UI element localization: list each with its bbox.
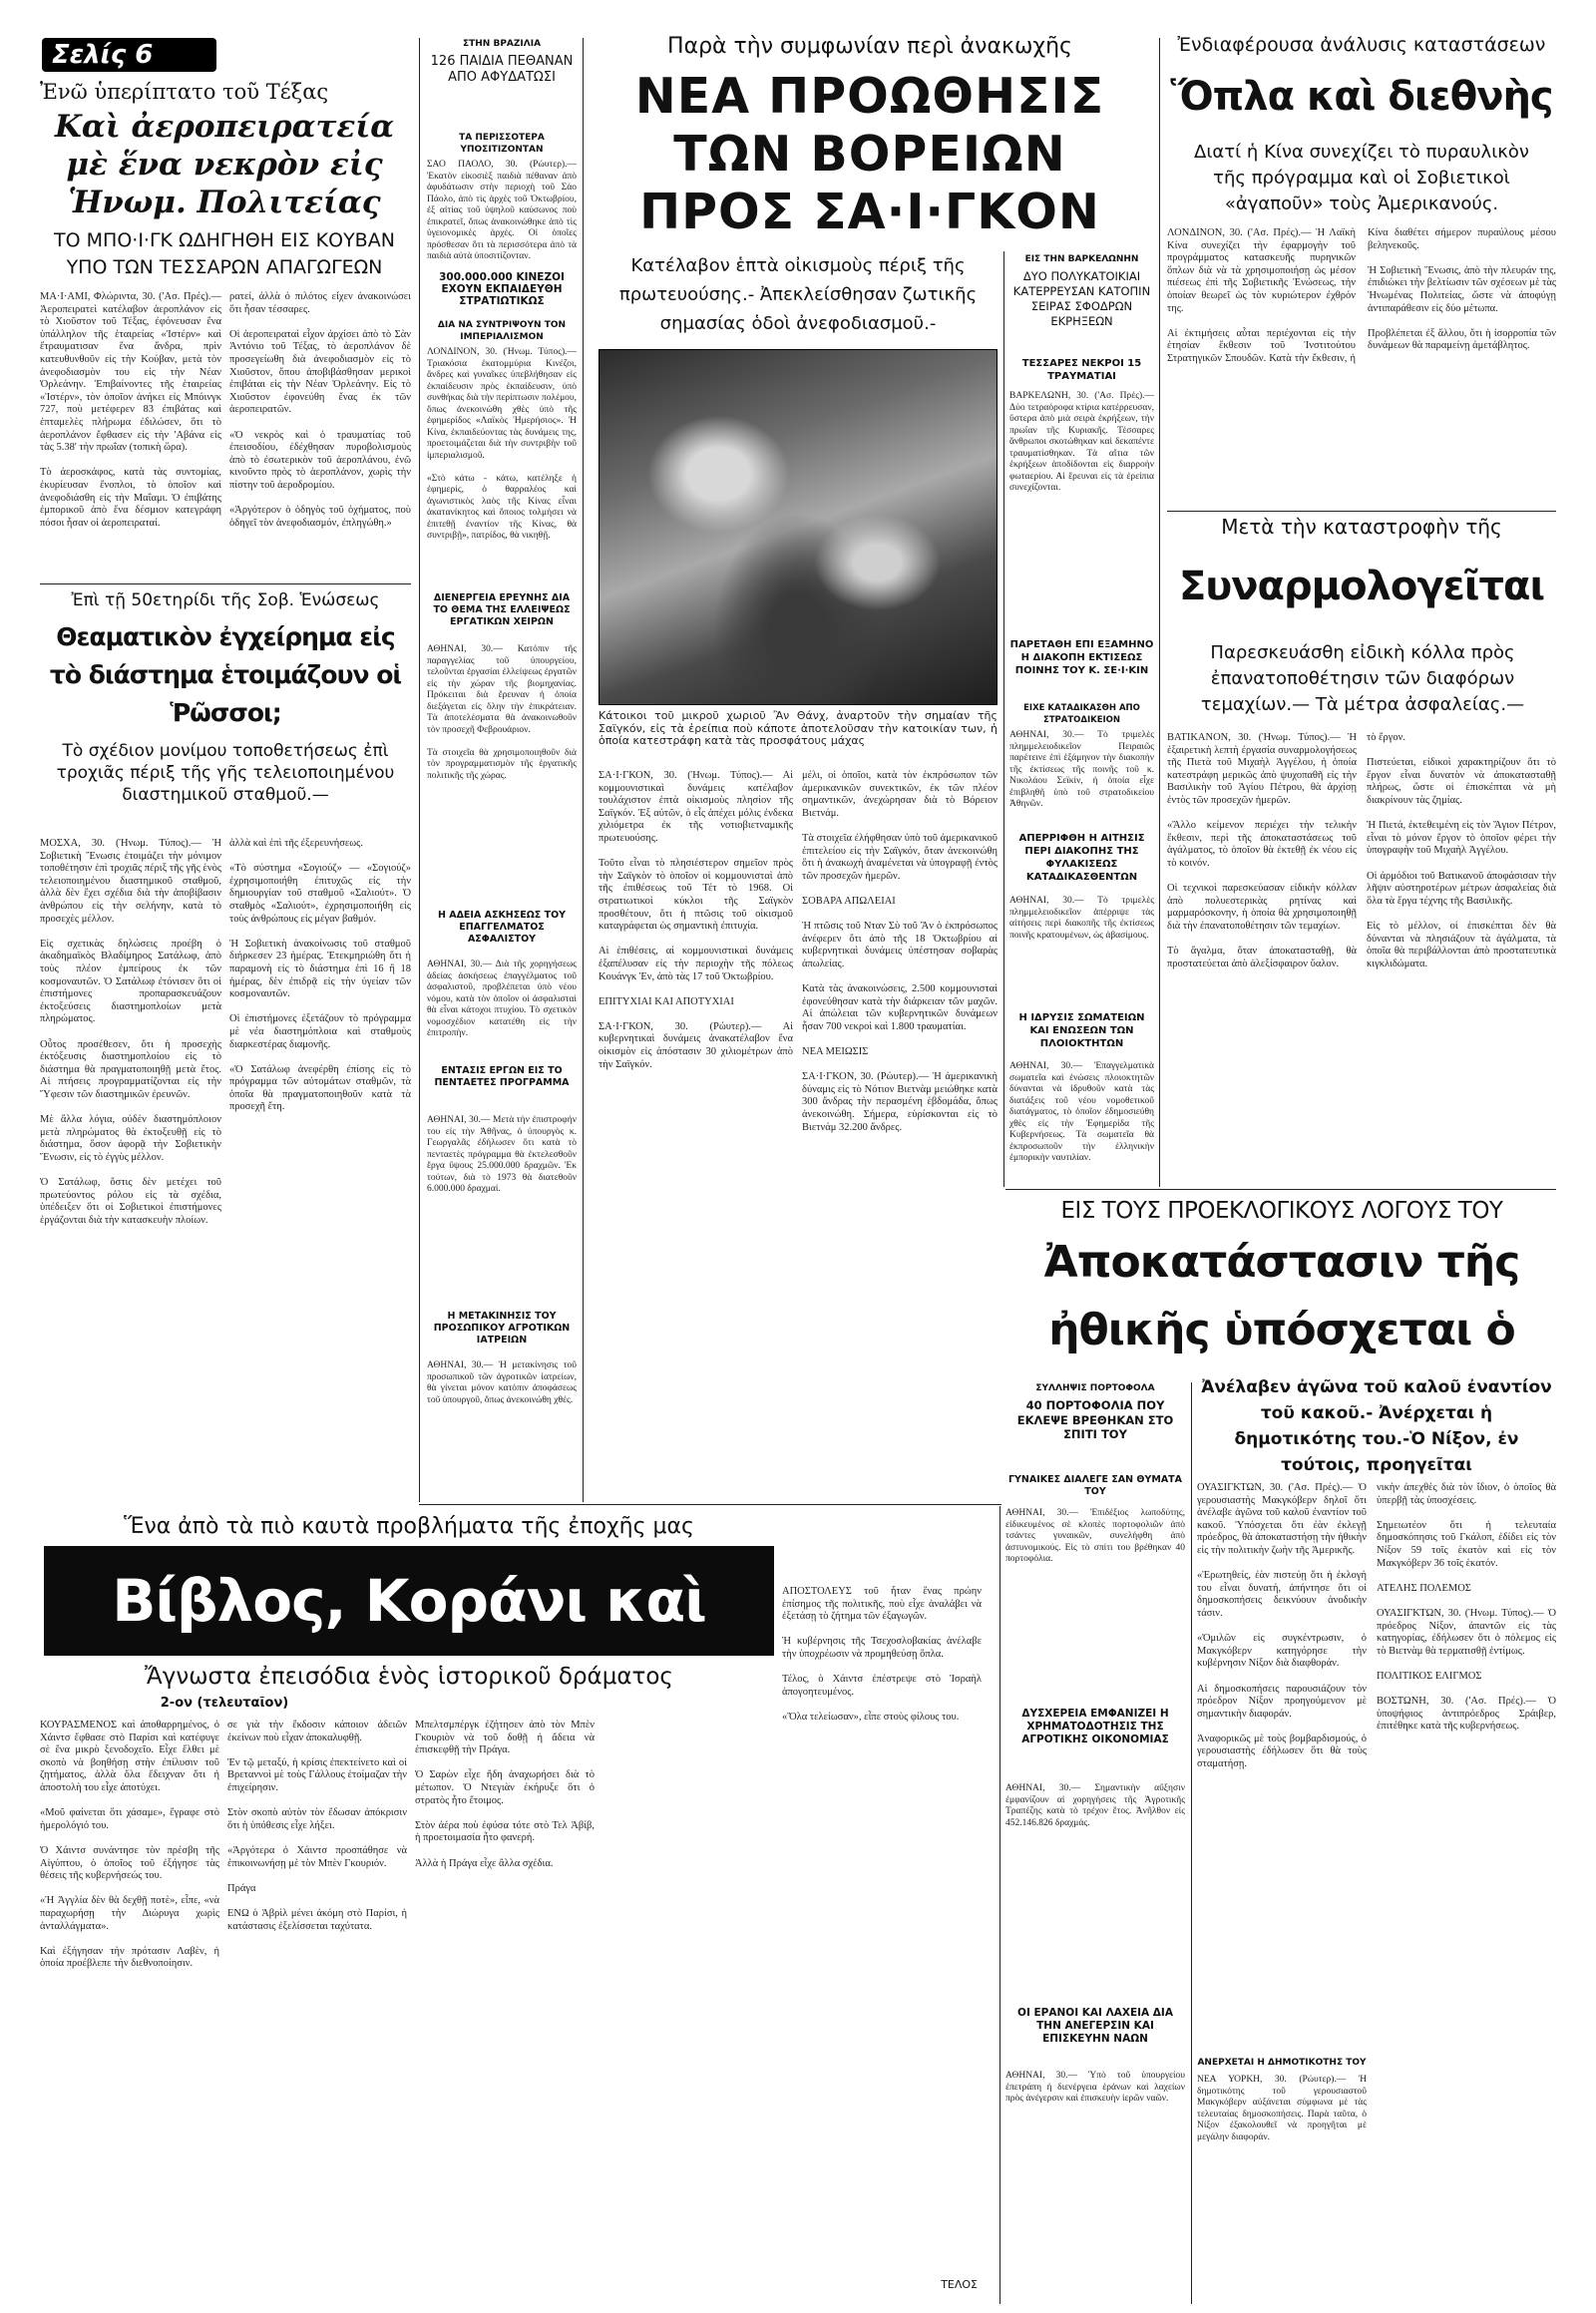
- bible-subhead: Ἄγνωστα ἐπεισόδια ἑνὸς ἱστορικοῦ δράματος: [145, 1664, 673, 1690]
- weapons-headline: Ὅπλα καὶ διεθνὴς: [1170, 74, 1553, 120]
- china-mil-subhead: ΔΙΑ ΝΑ ΣΥΝΤΡΙΨΟΥΝ ΤΟΝ ΙΜΠΕΡΙΑΛΙΣΜΟΝ: [437, 320, 567, 342]
- agri-econ-headline: ΔΥΣΧΕΡΕΙΑ ΕΜΦΑΝΙΖΕΙ Η ΧΡΗΜΑΤΟΔΟΤΗΣΙΣ ΤΗΣ ΑΓΡΟΤΙΚΗΣ ΟΙΚΟΝΟΜΙΑΣ: [1021, 1708, 1169, 1745]
- church-relief-text: ΑΘΗΝΑΙ, 30.— Ὑπὸ τοῦ ὑπουργείου ἐπετράπη ἡ διενέργεια ἐράνων καὶ λαχείων πρὸς ἀνέγερσιν καὶ ἐπισκευὴν ἱερῶν ναῶν.: [1005, 2071, 1185, 2104]
- pieta-subhead: Παρεσκευάσθη εἰδικὴ κόλλα πρὸς ἐπανατοποθέτησιν τῶν διαφόρων τεμαχίων.— Τὰ μέτρα ἀσφαλείας.—: [1200, 642, 1525, 715]
- bible-text-col2: σε γιὰ τὴν ἔκδοσιν κάποιον ἀδειῶν ἐκείνων ποὺ εἶχαν ἀποκαλυφθῇ. Ἐν τῷ μεταξύ, ἡ κρίσις ἐπεκτείνετο καὶ οἱ Βρεταννοὶ μὲ τοὺς Γάλλους ἑτοίμαζαν τὴν ἐπιχείρησιν. Στὸν σκοπὸ αὐτὸν τὸν ἔδωσαν ἀπόκρισιν ὅτι ἡ ὑπόθεσις εἶχε λήξει. «Ἀργότερα ὁ Χάιντσ προσπάθησε νὰ ἐπικοινωνήσῃ μὲ τὸν Μπὲν Γκουριόν. Πράγα ΕΝΩ ὁ Ἀβρὶλ μένει ἀκόμη στὸ Παρίσι, ἡ κατάστασις ἐξελίσσεται ταχύτατα.: [227, 1720, 407, 1932]
- vietnam-text-col1: ΣΑ·Ι·ΓΚΟΝ, 30. (Ἡνωμ. Τύπος).— Αἱ κομμουνιστικαὶ δυνάμεις κατέλαβον τουλάχιστον ἑπτὰ οἰκισμοὺς πλησίον τῆς Σαϊγκόν. Ἐξ αὐτῶν, ὁ εἷς ἀπέχει μόλις ἐνδεκα χιλιόμετρα ἐκ τῆς νοτιοβιετναμικῆς πρωτευούσης. Τοῦτο εἶναι τὸ πλησιέστερον σημεῖον πρὸς τὴν Σαϊγκὸν τὸ ὁποῖον οἱ κομμουνισταὶ ἀπὸ τῆς ἐπιθέσεως τοῦ Τέτ τὸ 1968. Οἱ στρατιωτικοὶ κύκλοι τῆς Σαϊγκὸν προσθέτουν, ὅτι ἡ πτῶσις τοῦ οἰκισμοῦ καταγράφεται ὡς σημαντικὴ ἐπιτυχία. Αἱ ἐπιθέσεις, αἱ κομμουνιστικαὶ δυνάμεις ἐξαπέλυσαν εἰς τὴν περιοχὴν τῆς πόλεως Κουάνγκ Ἐν, ἀπὸ τὰς 17 τοῦ Ὀκτωβρίου. ΕΠΙΤΥΧΙΑΙ ΚΑΙ ΑΠΟΤΥΧΙΑΙ ΣΑ·Ι·ΓΚΟΝ, 30. (Ρώυτερ).— Αἱ κυβερνητικαὶ δυνάμεις ἀνακατέλαβον ἕνα οἰκισμὸν εἰς ἀπόστασιν 30 χιλιομέτρων ἀπὸ τὴν Σαϊγκόν.: [598, 770, 793, 1070]
- prisoners-text: ΑΘΗΝΑΙ, 30.— Τὸ τριμελὲς πλημμελειοδικεῖον ἀπέρριψε τὰς αἰτήσεις περὶ διακοπῆς τῆς ἐκτίσεως ποινῆς κρατουμένων, ὡς ἀβασίμους.: [1009, 896, 1154, 941]
- china-mil-text: ΛΟΝΔΙΝΟΝ, 30. (Ἡνωμ. Τύπος).— Τριακόσια ἑκατομμύρια Κινέζοι, ἄνδρες καὶ γυναῖκες ὑπεβλήθησαν εἰς ἐκπαίδευσιν πρὸς ἐκπαίδευσιν, ὑπὸ συνθήκας διὰ τὴν περίπτωσιν πολέμου, ὅπως ἀνεκοινώθη χθὲς ὑπὸ τῆς ἐφημερίδος «Λαϊκὸς Ἡμερήσιος». Ἡ Κίνα, ἐκπαιδεύοντας τὰς δυνάμεις της, προετοιμάζεται διὰ τὴν συντριβὴν τοῦ ἰμπεριαλισμοῦ. «Στὸ κάτω - κάτω, κατέληξε ἡ ἐφημερίς, ὁ θαρραλέος καὶ ἀγωνιστικὸς λαὸς τῆς Κίνας εἶναι ἀκατανίκητος καὶ ὅποιος τολμήσει νὰ ἐπιτεθῇ ἐναντίον τῆς Κίνας, θὰ συντριβῇ», πατρίδος, θὰ νικηθῇ.: [427, 347, 577, 541]
- portfolios-headline: 40 ΠΟΡΤΟΦΟΛΙΑ ΠΟΥ ΕΚΛΕΨΕ ΒΡΕΘΗΚΑΝ ΣΤΟ ΣΠΙΤΙ ΤΟΥ: [1016, 1398, 1174, 1441]
- brazil-subhead: ΤΑ ΠΕΡΙΣΣΟΤΕΡΑ ΥΠΟΣΙΤΙΖΟΝΤΑΝ: [459, 133, 545, 155]
- permit-headline: Η ΑΔΕΙΑ ΑΣΚΗΣΕΩΣ ΤΟΥ ΕΠΑΓΓΕΛΜΑΤΟΣ ΑΣΦΑΛΙΣΤΟΥ: [437, 910, 567, 945]
- seikin-text: ΑΘΗΝΑΙ, 30.— Τὸ τριμελὲς πλημμελειοδικεῖον Πειραιῶς παρέτεινε ἐπὶ ἑξάμηνον τὴν διακοπὴν τῆς ἐκτίσεως τῆς ποινῆς τοῦ κ. Νικολάου Σεϊκίν, ἡ ὁποία εἶχε ἐπιβληθῆ ὑπὸ τοῦ στρατοδικείου Ἀθηνῶν.: [1009, 730, 1154, 809]
- pieta-kicker: Μετὰ τὴν καταστροφὴν τῆς: [1221, 515, 1502, 539]
- bible-headline: Βίβλος, Κοράνι καὶ: [112, 1567, 706, 1635]
- weapons-kicker: Ἐνδιαφέρουσα ἀνάλυσις καταστάσεων: [1177, 34, 1546, 56]
- doctors-text: ΑΘΗΝΑΙ, 30.— Ἡ μετακίνησις τοῦ προσωπικοῦ τῶν ἀγροτικῶν ἰατρείων, θὰ γίνεται μόνον κατόπιν ἀποφάσεως τοῦ ὑπουργοῦ, ὅπως ἀνεκοινώθη χθές.: [427, 1360, 577, 1405]
- barcelona-subhead: ΤΕΣΣΑΡΕΣ ΝΕΚΡΟΙ 15 ΤΡΑΥΜΑΤΙΑΙ: [1021, 358, 1142, 382]
- page-number-tag: Σελίς 6: [42, 38, 216, 72]
- vietnam-photo-caption: Κάτοικοι τοῦ μικροῦ χωριοῦ Ἂν Θάνχ, ἀναρτοῦν τὴν σημαίαν τῆς Σαϊγκόν, εἰς τὰ ἐρείπια ποὺ κάποτε ἀποτελοῦσαν τὴν κατοικίαν των, ἡ ὁποία κατεστράφη κατὰ τὰς προσφάτους μάχας: [598, 710, 998, 747]
- vietnam-text-col2: μέλι, οἱ ὁποῖοι, κατὰ τὸν ἐκπρόσωπον τῶν ἀμερικανικῶν συνεκτικῶν, ἐκ τῶν πλέον σημαντικῶν, ἀνεχώρησαν διὰ τὸ Βόρειον Βιετνάμ. Τὰ στοιχεῖα ἐλήφθησαν ὑπὸ τοῦ ἀμερικανικοῦ ἐπιτελείου εἰς τὴν Σαϊγκόν, ὅταν ἀνεκοινώθη ὅτι ἡ ἀνακωχὴ ἀναμένεται νὰ ὑπογραφῇ ἐντὸς τῶν προσεχῶν ἡμερῶν. ΣΟΒΑΡΑ ΑΠΩΛΕΙΑΙ Ἡ πτῶσις τοῦ Νταν Σὺ τοῦ Ἂν ὁ ἐκπρόσωπος ἀνέφερεν ὅτι ἀπὸ τῆς 18 Ὀκτωβρίου αἱ κυβερνητικαὶ δυνάμεις ὑπέστησαν σοβαρὰς ἀπωλείας. Κατὰ τὰς ἀνακοινώσεις, 2.500 κομμουνισταὶ ἐφονεύθησαν κατὰ τὴν διάρκειαν τῶν μαχῶν. Αἱ ἀπώλειαι τῶν κυβερνητικῶν δυνάμεων ἦσαν 700 νεκροὶ καὶ 1.800 τραυματίαι. ΝΕΑ ΜΕΙΩΣΙΣ ΣΑ·Ι·ΓΚΟΝ, 30. (Ρώυτερ).— Ἡ ἀμερικανικὴ δύναμις εἰς τὸ Νότιον Βιετνὰμ μειώθηκε κατὰ 300 ἄνδρας τὴν περασμένη ἑβδομάδα, ὅπως ἀνεκοινώθη. Σήμερα, εὑρίσκονται εἰς τὸ Βιετνάμ 32.200 ἄνδρες.: [802, 770, 998, 1133]
- tejas-text-col1: ΜΑ·Ι·ΑΜΙ, Φλώριντα, 30. ('Ασ. Πρές).— Ἀεροπειρατεὶ κατέλαβον ἀεροπλάνον εἰς τὸ Χιοῦστον τοῦ Τέξας, ἐφόνευσαν ἕνα ὑπάλληλον τῆς ἑταιρείας «Ἰστέρν» καὶ ἔτραυματισαν ἕνα ἄνδρα, πρὶν κατευθυνθοῦν εἰς τὴν Κούβαν, μετὰ τὸν ἀνεφοδιασμὸν του εἰς τὴν Νέαν Ὀρλεάνην. Ἐπιβαίνοντες τῆς ἑταιρείας «Ἰστέρν», τὸν ὁποῖον ἀνήκει εἰς Μπόινγκ 727, ποὺ μετέφερεν 83 ἐπιβάτας καὶ ἐπταμελὲς πλήρωμα ἐδιλώσεν, ὅτι τὸ ἀεροπλάνον ἔφθασεν εἰς τὴν 'Αβάνα εἰς τὰς 5.38' τὴν πρωΐαν (τοπικὴ ὥρα). Τὸ ἀεροσκάφος, κατὰ τὰς συντομίας, ἐκυρίευσαν ἔνοπλοι, τὸ ὁποῖον καὶ ἀνεφοδιάσθη εἰς τὴν Μαΐαμι. Ὁ ἐπιβάτης ἐμπορικοῦ ἀπὸ ἕνα δέσμιον κατεγράφη πόσοι ἦσαν οἱ ἀεροπειραταί.: [40, 291, 221, 529]
- tejas-text-col2: ρατεί, ἀλλὰ ὁ πιλότος εἶχεν ἀνακοινώσει ὅτι ἦσαν τέσσαρες. Οἱ ἀεροπειραταὶ εἶχον ἀρχίσει ἀπὸ τὸ Σὰν Ἀντόνιο τοῦ Τέξας, τὸ ἀεροπλάνον δὲ προσεγείωθη διὰ ἀνεφοδιασμὸν εἰς τὸ Χιοῦστον, ὅπου ἀποβιβάσθησαν μερικοὶ ἐπιβάται εἰς τὴν Νέαν Ὀρλεάνην. Εἰς τὸ Χιοῦστον ἐφονεύθη ἔνας ἐκ τῶν ἀεροπειρατῶν. «Ὁ νεκρὸς καὶ ὁ τραυματίας τοῦ ἐπεισοδίου, ἐδέχθησαν πυροβολισμοὺς ἀπὸ τὸ ἐσωτερικὸν τοῦ ἀεροπλάνου, ἐνῶ κινοῦντο πρὸς τὸ ἀεροπλάνον, χωρὶς τὴν πίστην τοῦ ἀεροδρομίου. «Ἀργότερον ὁ ὁδηγὸς τοῦ ὀχήματος, ποὺ ὁδηγεῖ τὸν ἀνεφοδιασμόν, ἐπληγώθη.»: [229, 291, 411, 529]
- bible-kicker: Ἕνα ἀπὸ τὰ πιὸ καυτὰ προβλήματα τῆς ἐποχῆς μας: [124, 1514, 694, 1539]
- pieta-headline: Συναρμολογεῖται: [1178, 564, 1545, 609]
- tejas-kicker: Ἐνῶ ὑπερίπτατο τοῦ Τέξας: [40, 80, 329, 104]
- portfolios-subhead: ΓΥΝΑΙΚΕΣ ΔΙΑΛΕΓΕ ΣΑΝ ΘΥΜΑΤΑ ΤΟΥ: [1007, 1474, 1183, 1497]
- bible-text-col4: ΑΠΟΣΤΟΛΕΥΣ τοῦ ἦταν ἕνας πρώην ἐπίσημος τῆς πολιτικῆς, ποὺ εἶχε ἀναλάβει νὰ ἐξετάσῃ τὸ ζήτημα τῶν ἐξαγωγῶν. Ἡ κυβέρνησις τῆς Τσεχοσλοβακίας ἀνέλαβε τὴν ὑποχρέωσιν νὰ προμηθεύσῃ ὅπλα. Τέλος, ὁ Χάιντσ ἐπέστρεψε στὸ Ἰσραὴλ ἀπογοητευμένος. «Ὅλα τελείωσαν», εἶπε στοὺς φίλους του.: [782, 1586, 982, 1723]
- research-text: ΑΘΗΝΑΙ, 30.— Κατόπιν τῆς παραγγελίας τοῦ ὑπουργείου, τελοῦνται ἐργασίαι ἐλλείψεως ἐργατῶν εἰς τὴν χώραν τῆς βιομηχανίας. Πρόκειται διὰ ἔρευναν ἡ ὁποία διεξάγεται εἰς ὅλην τὴν ἐπικράτειαν. Τὰ ἀποτελέσματα θὰ ἀνακοινωθοῦν τὸν προσεχῆ Φεβρουάριον. Τὰ στοιχεῖα θὰ χρησιμοποιηθοῦν διὰ τὸν προγραμματισμὸν τῆς ἐργατικῆς πολιτικῆς τῆς χώρας.: [427, 644, 577, 781]
- church-relief-headline: ΟΙ ΕΡΑΝΟΙ ΚΑΙ ΛΑΧΕΙΑ ΔΙΑ ΤΗΝ ΑΝΕΓΕΡΣΙΝ ΚΑΙ ΕΠΙΣΚΕΥΗΝ ΝΑΩΝ: [1017, 2007, 1173, 2045]
- foundation-text: ΑΘΗΝΑΙ, 30.— Ἐπαγγελματικὰ σωματεῖα καὶ ἑνώσεις πλοιοκτητῶν δύνανται νὰ ἱδρυθοῦν κατὰ τὰς διατάξεις τοῦ νέου νομοθετικοῦ διατάγματος, τὸ ὁποῖον ἐδημοσιεύθη χθὲς εἰς τὴν Ἐφημερίδα τῆς Κυβερνήσεως. Τὰ σωματεῖα θὰ ἐκπροσωποῦν τὴν ἑλληνικὴν ἐμπορικὴν ναυτιλίαν.: [1009, 1061, 1154, 1163]
- bible-end-mark: ΤΕΛΟΣ: [941, 2278, 978, 2291]
- soviet-headline: Θεαματικὸν ἐγχείρημα εἰς τὸ διάστημα ἑτοιμάζουν οἱ Ῥῶσσοι;: [49, 622, 402, 727]
- soviet-text-col1: ΜΟΣΧΑ, 30. (Ἡνωμ. Τύπος).— Ἡ Σοβιετικὴ Ἕνωσις ἑτοιμάζει τὴν μόνιμον τοποθέτησιν ἐπὶ τροχιᾶς πέριξ τῆς γῆς ἑνὸς τελειοποιημένου διαστημικοῦ σταθμοῦ, ἀλλὰ δὲν ἔχει σχέδια διὰ τὴν ἀποβίβασιν ἀνθρώπου εἰς τὴν σελήνην, κατὰ τὸ προσεχὲς μέλλον. Εἰς σχετικὰς δηλώσεις προέβη ὁ ἀκαδημαϊκὸς Βλαδίμηρος Σατάλωφ, ἀπὸ τοὺς πλέον ἐμπείρους ἐκ τῶν κοσμοναυτῶν. Ὁ Σατάλωφ ἐτόνισεν ὅτι οἱ ἐπιστήμονες προπαρασκευάζουν ἐκτοξεύσεις διαστημοπλοίων μετὰ πληρώματος. Οὗτος προσέθεσεν, ὅτι ἡ προσεχὴς ἐκτόξευσις διαστημοπλοίου εἰς τὸ διάστημα θὰ πραγματοποιηθῇ μετὰ ἔτος. Αἱ πτήσεις προγραμματίζονται εἰς τὴν Ὕφεσιν τῶν διαστημικῶν ἐρευνῶν. Μὲ ἄλλα λόγια, οὐδὲν διαστημόπλοιον μετὰ πληρώματος θὰ ἐκτοξευθῇ εἰς τὸ διάστημα, ὅσον ἀφορᾷ τὴν Σοβιετικὴν Ἕνωσιν, εἰς τὸ ἐγγὺς μέλλον. Ὁ Σατάλωφ, ὅστις δὲν μετέχει τοῦ πρωτεύοντος ρόλου εἰς τὰ σχέδια, ὑπέδειξεν ὅτι οἱ Σοβιετικοὶ ἐπιστήμονες ἐργάζονται διὰ τὴν κατασκευὴν πλοίων.: [40, 838, 221, 1226]
- barcelona-kicker: ΕΙΣ ΤΗΝ ΒΑΡΚΕΛΩΝΗΝ: [1024, 254, 1139, 264]
- foundation-headline: Η ΙΔΡΥΣΙΣ ΣΩΜΑΤΕΙΩΝ ΚΑΙ ΕΝΩΣΕΩΝ ΤΩΝ ΠΛΟΙΟΚΤΗΤΩΝ: [1018, 1012, 1145, 1049]
- weapons-subhead: Διατί ἡ Κίνα συνεχίζει τὸ πυραυλικὸν τῆς πρόγραμμα καὶ οἱ Σοβιετικοὶ «ἀγαποῦν» τοὺς Ἀμερικανούς.: [1194, 142, 1529, 214]
- mcgovern-kicker: ΕΙΣ ΤΟΥΣ ΠΡΟΕΚΛΟΓΙΚΟΥΣ ΛΟΓΟΥΣ ΤΟΥ: [1060, 1198, 1503, 1224]
- weapons-text: ΛΟΝΔΙΝΟΝ, 30. ('Ασ. Πρές).— Ἡ Λαϊκὴ Κίνα συνεχίζει τὴν ἐφαρμογὴν τοῦ προγράμματος κατασκευῆς πυρηνικῶν ὅπλων διὰ νὰ τὰ χρησιμοποιήσῃ ὡς μέσον πιέσεως ἐπὶ τῆς Σοβιετικῆς Ἑνώσεως, τὴν ὁποίαν θεωρεῖ ὡς τὸν κυριώτερον ἐχθρόν της. Αἱ ἐκτιμήσεις αὗται περιέχονται εἰς τὴν ἐτησίαν ἔκθεσιν τοῦ Ἰνστιτούτου Στρατηγικῶν Σπουδῶν. Κατὰ τὴν ἔκθεσιν, ἡ Κίνα διαθέτει σήμερον πυραύλους μέσου βεληνεκοῦς. Ἡ Σοβιετικὴ Ἕνωσις, ἀπὸ τὴν πλευράν της, ἐπιδιώκει τὴν βελτίωσιν τῶν σχέσεων μὲ τὰς Ἡνωμένας Πολιτείας, ὥστε νὰ ἀποφύγῃ ἀντιπαράθεσιν εἰς δύο μέτωπα. Προβλέπεται ἐξ ἄλλου, ὅτι ἡ ἰσορροπία τῶν δυνάμεων θὰ παραμείνῃ ἀμετάβλητος.: [1167, 227, 1556, 364]
- bible-text-col1: ΚΟΥΡΑΣΜΕΝΟΣ καὶ ἀποθαρρημένος, ὁ Χάιντσ ἔφθασε στὸ Παρίσι καὶ κατέφυγε σὲ ἕνα μικρὸ ξενοδοχεῖο. Εἶχε ἔλθει μὲ σκοπὸ νὰ βοηθήσῃ στὴν ἐπίλυσιν τοῦ ζητήματος, ἀλλὰ ὅλα ἔδειχναν ὅτι ἡ ἀποστολὴ του εἶχε ἀποτύχει. «Μοῦ φαίνεται ὅτι χάσαμε», ἔγραφε στὸ ἡμερολόγιό του. Ὁ Χάιντσ συνάντησε τὸν πρέσβη τῆς Αἰγύπτου, ὁ ὁποῖος τοῦ ἐξήγησε τὰς θέσεις τῆς κυβερνήσεώς του. «Ἡ Ἀγγλία δὲν θὰ δεχθῇ ποτὲ», εἶπε, «νὰ παραχωρήσῃ τὴν Διώρυγα χωρὶς ἀνταλλάγματα». Καὶ ἐξήγησαν τὴν πρότασιν Λαβὲν, ἡ ὁποία προέβλεπε τὴν διεθνοποίησιν.: [40, 1720, 219, 1970]
- bible-series: 2-ον (τελευταῖον): [160, 1696, 289, 1711]
- agri-econ-text: ΑΘΗΝΑΙ, 30.— Σημαντικὴν αὔξησιν ἐμφανίζουν αἱ χορηγήσεις τῆς Ἀγροτικῆς Τραπέζης κατὰ τὸ τρέχον ἔτος. Ἀνῆλθον εἰς 452.146.826 δραχμάς.: [1005, 1783, 1185, 1828]
- vietnam-subhead: Κατέλαβον ἑπτὰ οἰκισμοὺς πέριξ τῆς πρωτευούσης.- Ἀπεκλείσθησαν ζωτικῆς σημασίας ὁδοὶ ἀνεφοδιασμοῦ.-: [618, 255, 978, 334]
- nixon-poll-kicker: ΑΝΕΡΧΕΤΑΙ Η ΔΗΜΟΤΙΚΟΤΗΣ ΤΟΥ: [1197, 2058, 1367, 2068]
- china-mil-headline: 300.000.000 ΚΙΝΕΖΟΙ ΕΧΟΥΝ ΕΚΠΑΙΔΕΥΘΗ ΣΤΡΑΤΙΩΤΙΚΩΣ: [439, 271, 565, 307]
- soviet-text-col2: ἀλλὰ καὶ ἐπὶ τῆς ἐξερευνήσεως. «Τὸ σύστημα «Σογιούζ» — «Σογιούζ» ἐχρησιμοποιήθη ἐπιτυχῶς εἰς τὴν δημιουργίαν τοῦ σταθμοῦ «Σαλιούτ». Ὁ σταθμὸς «Σαλιούτ», ἐχρησιμοποιήθη εἰς τοὺς ἀνθρώπους εἰς μέγαν βαθμόν. Ἡ Σοβιετικὴ ἀνακοίνωσις τοῦ σταθμοῦ διήρκεσεν 23 ἡμέρας. Ἐτεκμηριώθη ὅτι ἡ παραμονὴ εἰς τὸ διάστημα ἐπὶ 16 ἢ 18 ἡμέρας, δὲν ἐπιδρᾷ εἰς τὴν ὑγείαν τῶν κοσμοναυτῶν. Οἱ ἐπιστήμονες ἐξετάζουν τὸ πρόγραμμα μὲ νέα διαστημόπλοια καὶ σταθμοὺς διαρκεστέρας διαμονῆς. «Ὁ Σατάλωφ ἀνεφέρθη ἐπίσης εἰς τὸ πρόγραμμα τῶν αὐτομάτων σταθμῶν, τὰ ὁποῖα θὰ πραγματοποιηθοῦν κατὰ τὰ προσεχῆ ἔτη.: [229, 838, 411, 1113]
- portfolios-kicker: ΣΥΛΛΗΨΙΣ ΠΟΡΤΟΦΟΛΑ: [1035, 1383, 1155, 1393]
- seikin-headline: ΠΑΡΕΤΑΘΗ ΕΠΙ ΕΞΑΜΗΝΟ Η ΔΙΑΚΟΠΗ ΕΚΤΙΣΕΩΣ ΠΟΙΝΗΣ ΤΟΥ Κ. ΣΕ·Ι·ΚΙΝ: [1009, 639, 1154, 676]
- permit-text: ΑΘΗΝΑΙ, 30.— Διὰ τῆς χορηγήσεως ἀδείας ἀσκήσεως ἐπαγγέλματος τοῦ ἀσφαλιστοῦ, προβλέπεται ὑπὸ νέου νόμου, κατὰ τὸν ὁποῖον οἱ ἀσφαλισταὶ θὰ εἶναι κάτοχοι πτυχίου. Τὸ σχετικὸν νομοσχέδιον κατατέθη εἰς τὴν ἐπιτροπὴν.: [427, 960, 577, 1038]
- tejas-subhead: ΤΟ ΜΠΟ·Ι·ΓΚ ΩΔΗΓΗΘΗ ΕΙΣ ΚΟΥΒΑΝ ΥΠΟ ΤΩΝ ΤΕΣΣΑΡΩΝ ΑΠΑΓΩΓΕΩΝ: [54, 229, 395, 278]
- mcgovern-subhead: Ἀνέλαβεν ἀγῶνα τοῦ καλοῦ ἐναντίον τοῦ κακοῦ.- Ἀνέρχεται ἡ δημοτικότης του.-Ὁ Νίξον, ἐν τούτοις, προηγεῖται: [1201, 1377, 1552, 1475]
- pieta-text-col1: ΒΑΤΙΚΑΝΟΝ, 30. (Ἡνωμ. Τύπος).— Ἡ ἐξαιρετικὴ λεπτὴ ἐργασία συναρμολογήσεως τῆς Πιετὰ τοῦ Μιχαὴλ Ἀγγέλου, ἡ ὁποία κατεστράφη μερικῶς ἀπὸ ψυχοπαθῆ εἰς τὴν Βασιλικὴν τοῦ Ἁγίου Πέτρου, θὰ ἀρχίσῃ ἐντὸς τῶν προσεχῶν ἡμερῶν. «Ἄλλο κείμενον περιέχει τὴν τελικὴν ἔκθεσιν, περὶ τῆς ἀποκαταστάσεως τοῦ ἀγάλματος, τὸ ὁποῖον θὰ ἐκτεθῇ ἐκ νέου εἰς τὸ κοινόν. Οἱ τεχνικοὶ παρεσκεύασαν εἰδικὴν κόλλαν ἀπὸ πολυεστερικὰς ρητίνας καὶ μαρμαρόσκονην, ἡ ὁποία θὰ χρησιμοποιηθῇ διὰ τὴν ἐπανατοποθέτησιν τῶν τεμαχίων. Τὸ ἄγαλμα, ὅταν ἀποκατασταθῇ, θὰ προστατεύεται ἀπὸ ἀλεξίσφαιρον ὕαλον.: [1167, 732, 1357, 969]
- vietnam-village-photo: [598, 349, 998, 705]
- works-headline: ΕΝΤΑΣΙΣ ΕΡΓΩΝ ΕΙΣ ΤΟ ΠΕΝΤΑΕΤΕΣ ΠΡΟΓΡΑΜΜΑ: [434, 1065, 570, 1088]
- mcgovern-text-col1: ΟΥΑΣΙΓΚΤΩΝ, 30. ('Ασ. Πρές).— Ὁ γερουσιαστὴς Μακγκόβερν δηλοῖ ὅτι ἀνέλαβε ἀγῶνα τοῦ καλοῦ ἐναντίον τοῦ κακοῦ. Ὑπόσχεται ὅτι ἐὰν ἐκλεγῇ πρόεδρος, θὰ ἀποκαταστήσῃ τὴν ἠθικὴν εἰς τὴν πολιτικὴν ζωὴν τῆς Ἀμερικῆς. «Ἐρωτηθείς, ἐὰν πιστεύῃ ὅτι ἡ ἐκλογὴ του εἶναι δυνατή, ἀπήντησε ὅτι οἱ δημοσκοπήσεις δεικνύουν ἀνοδικὴν τάσιν. «Ὀμιλῶν εἰς συγκέντρωσιν, ὁ Μακγκόβερν κατηγόρησε τὴν κυβέρνησιν Νίξον διὰ διαφθοράν. Αἱ δημοσκοπήσεις παρουσιάζουν τὸν πρόεδρον Νίξον προηγούμενον μὲ σημαντικὴν διαφοράν. Ἀναφορικῶς μὲ τοὺς βομβαρδισμούς, ὁ γερουσιαστὴς ἐδήλωσεν ὅτι θὰ τοὺς σταματήσῃ.: [1197, 1482, 1367, 1770]
- bible-text-col3: Μπελτσμπέργκ ἐζήτησεν ἀπὸ τὸν Μπὲν Γκουριὸν νὰ τοῦ δοθῇ ἡ ἄδεια νὰ ἐπισκεφθῇ τὴν Πράγα. Ὁ Σαρὼν εἶχε ἤδη ἀναχωρήσει διὰ τὸ μέτωπον. Ὁ Ντεγιὰν ἐκήρυξε ὅτι ὁ στρατὸς ἦτο ἕτοιμος. Στὸν ἀέρα ποὺ ἐφύσα τότε στὸ Τελ Ἀβίβ, ἡ προετοιμασία ἦτο φανερή. Ἀλλὰ ἡ Πράγα εἶχε ἄλλα σχέδια.: [415, 1720, 595, 1869]
- barcelona-text: ΒΑΡΚΕΛΩΝΗ, 30. ('Ασ. Πρές).— Δύο τετραόροφα κτίρια κατέρρευσαν, ὕστερα ἀπὸ μιὰ σειρὰ ἐκρήξεων, τὴν πρωΐαν τῆς Κυριακῆς. Τέσσαρες ἄνθρωποι σκοτώθηκαν καὶ δεκαπέντε τραυματίσθηκαν. Τὰ αἴτια τῶν ἐκρήξεων ἀποδίδονται εἰς διαρροὴν φωταερίου. Αἱ ἔρευναι εἰς τὰ ἐρείπια συνεχίζονται.: [1009, 391, 1154, 493]
- bible-headline-banner: [44, 1546, 774, 1656]
- mcgovern-headline: Ἀποκατάστασιν τῆς ἠθικῆς ὑπόσχεται ὁ: [1043, 1237, 1520, 1355]
- brazil-text: ΣΑΟ ΠΑΟΛΟ, 30. (Ρώυτερ).— Ἑκατὸν εἰκοσιὲξ παιδιὰ πέθαναν ἀπὸ ἀφυδάτωσιν στὴν περιοχὴ τοῦ Σάο Πάολο, ἀπὸ τὶς ἀρχὲς τοῦ Ὀκτωβρίου, ἐξ αἰτίας τοῦ ὑψηλοῦ καύσωνος ποὺ ἐπικρατεῖ, ὅπως ἀνακοινώθηκε ἀπὸ τὶς ὑγειονομικὲς ἀρχές. Οἱ ὁποῖες πρόσθεσαν ὅτι τὰ περισσότερα ἀπὸ τὰ παιδιὰ αὐτὰ ὑποσιτίζονταν.: [427, 160, 577, 261]
- pieta-text-col2: τὸ ἔργον. Πιστεύεται, εἰδικοὶ χαρακτηρίζουν ὅτι τὸ ἔργον εἶναι δυνατὸν νὰ ἀποκατασταθῇ πλήρως, ὥστε οἱ ἐπισκέπται νὰ μὴ διακρίνουν τὰς ζημίας. Ἡ Πιετά, ἐκτεθειμένη εἰς τὸν Ἅγιον Πέτρον, εἶναι τὸ μόνον ἔργον τὸ ὁποῖον φέρει τὴν ὑπογραφὴν τοῦ Μιχαὴλ Ἀγγέλου. Οἱ ἀρμόδιοι τοῦ Βατικανοῦ ἀποφάσισαν τὴν λῆψιν αὐστηροτέρων μέτρων ἀσφαλείας διὰ ὅλα τὰ ἔργα τέχνης τῆς Βασιλικῆς. Εἰς τὸ μέλλον, οἱ ἐπισκέπται δὲν θὰ δύνανται νὰ πλησιάζουν τὰ ἀγάλματα, τὰ ὁποῖα θὰ περιβάλλονται ἀπὸ προστατευτικὰ κιγκλιδώματα.: [1367, 732, 1556, 969]
- brazil-headline: 126 ΠΑΙΔΙΑ ΠΕΘΑΝΑΝ ΑΠΟ ΑΦΥΔΑΤΩΣΙ: [430, 54, 574, 85]
- brazil-kicker: ΣΤΗΝ ΒΡΑΖΙΛΙΑ: [462, 39, 542, 49]
- works-text: ΑΘΗΝΑΙ, 30.— Μετὰ τὴν ἐπιστροφήν του εἰς τὴν Ἀθῆνας, ὁ ὑπουργὸς κ. Γεωργαλᾶς ἐδήλωσεν ὅτι κατὰ τὸ πενταετὲς πρόγραμμα θὰ ἐκτελεσθοῦν ἔργα ὕψους 25.000.000 δραχμῶν. Ἐκ τούτων, διὰ τὸ 1973 θὰ διατεθοῦν 6.000.000 δραχμαί.: [427, 1115, 577, 1194]
- seikin-subhead: ΕΙΧΕ ΚΑΤΑΔΙΚΑΣΘΗ ΑΠΟ ΣΤΡΑΤΟΔΙΚΕΙΟΝ: [1023, 703, 1140, 725]
- portfolios-text: ΑΘΗΝΑΙ, 30.— Ἐπιδέξιος λωποδύτης, εἰδικευμένος σὲ κλοπὲς πορτοφολιῶν ἀπὸ τσάντες γυναικῶν, συνελήφθη ἀπὸ ἀστυνομικούς. Εἰς τὸ σπίτι του βρέθηκαν 40 πορτοφόλια.: [1005, 1508, 1185, 1564]
- nixon-poll-text: ΝΕΑ ΥΟΡΚΗ, 30. (Ρώυτερ).— Ἡ δημοτικότης τοῦ γερουσιαστοῦ Μακγκόβερν αὐξάνεται σύμφωνα μὲ τὰς τελευταίας δημοσκοπήσεις. Παρὰ ταῦτα, ὁ Νίξον ἐξακολουθεῖ νὰ προηγῆται μὲ μεγάλην διαφοράν.: [1197, 2075, 1367, 2142]
- doctors-headline: Η ΜΕΤΑΚΙΝΗΣΙΣ ΤΟΥ ΠΡΟΣΩΠΙΚΟΥ ΑΓΡΟΤΙΚΩΝ ΙΑΤΡΕΙΩΝ: [433, 1311, 571, 1346]
- mcgovern-text-col2: νικὴν ἀπεχθὲς διὰ τὸν ἴδιον, ὁ ὁποῖος θὰ ὑπερβῇ τὰς ὑποσχέσεις. Σημειωτέον ὅτι ἡ τελευταία δημοσκόπησις τοῦ Γκάλοπ, ἐδίδει εἰς τὸν Νίξον 59 τοῖς ἑκατὸν καὶ εἰς τὸν Μακγκόβερν 36 τοῖς ἑκατόν. ΑΤΕΛΗΣ ΠΟΛΕΜΟΣ ΟΥΑΣΙΓΚΤΩΝ, 30. (Ἡνωμ. Τύπος).— Ὁ πρόεδρος Νίξον, ἀπαντῶν εἰς τὰς κατηγορίας, ἐδήλωσεν ὅτι ὁ πόλεμος εἰς τὸ Βιετνὰμ θὰ τερματισθῇ ἐντίμως. ΠΟΛΙΤΙΚΟΣ ΕΛΙΓΜΟΣ ΒΟΣΤΩΝΗ, 30. ('Ασ. Πρές).— Ὁ ὑποψήφιος ἀντιπρόεδρος Σράιβερ, ἐπιτέθηκε κατὰ τῆς κυβερνήσεως.: [1377, 1482, 1556, 1733]
- prisoners-headline: ΑΠΕΡΡΙΦΘΗ Η ΑΙΤΗΣΙΣ ΠΕΡΙ ΔΙΑΚΟΠΗΣ ΤΗΣ ΦΥΛΑΚΙΣΕΩΣ ΚΑΤΑΔΙΚΑΣΘΕΝΤΩΝ: [1018, 833, 1145, 883]
- soviet-kicker: Ἐπὶ τῇ 50ετηρίδι τῆς Σοβ. Ἑνώσεως: [71, 590, 380, 610]
- barcelona-headline: ΔΥΟ ΠΟΛΥΚΑΤΟΙΚΙΑΙ ΚΑΤΕΡΡΕΥΣΑΝ ΚΑΤΟΠΙΝ ΣΕΙΡΑΣ ΣΦΟΔΡΩΝ ΕΚΡΗΞΕΩΝ: [1012, 269, 1151, 328]
- soviet-subhead: Τὸ σχέδιον μονίμου τοποθετήσεως ἐπὶ τροχιᾶς πέριξ τῆς γῆς τελειοποιημένου διαστημικοῦ σταθμοῦ.—: [56, 741, 395, 805]
- vietnam-kicker: Παρὰ τὴν συμφωνίαν περὶ ἀνακωχῆς: [667, 34, 1072, 59]
- research-headline: ΔΙΕΝΕΡΓΕΙΑ ΕΡΕΥΝΗΣ ΔΙΑ ΤΟ ΘΕΜΑ ΤΗΣ ΕΛΛΕΙΨΕΩΣ ΕΡΓΑΤΙΚΩΝ ΧΕΙΡΩΝ: [433, 592, 571, 627]
- vietnam-headline: ΝΕΑ ΠΡΟΩΘΗΣΙΣ ΤΩΝ ΒΟΡΕΙΩΝ ΠΡΟΣ ΣΑ·Ι·ΓΚΟΝ: [634, 68, 1105, 240]
- tejas-headline: Καὶ ἀεροπειρατεία μὲ ἕνα νεκρὸν εἰς Ἡνωμ. Πολιτείας: [54, 109, 395, 220]
